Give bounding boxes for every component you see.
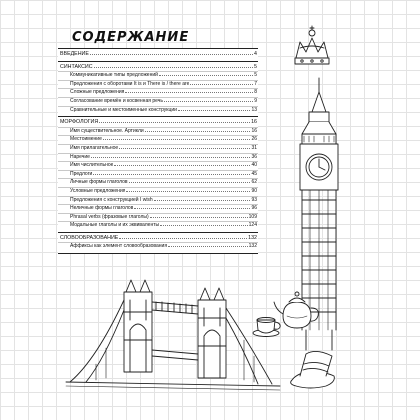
crown-icon [295,26,329,64]
teacup-icon [253,318,280,337]
toc-page-number: 26 [251,136,257,143]
toc-entry-label: Имя числительное [70,162,114,169]
toc-entry-label: Наречие [70,153,90,160]
toc-page-number: 9 [254,97,257,104]
toc-entry-label: МОРФОЛОГИЯ [60,119,99,126]
toc-page-number: 40 [251,162,257,169]
toc-page-number: 16 [251,119,257,126]
toc-entry-label: Предложения с конструкцией I wish [70,196,153,203]
toc-entry-label: Предлоги [70,170,93,177]
toc-entry-label: СЛОВООБРАЗОВАНИЕ [60,234,119,241]
top-hat-icon [291,351,335,388]
toc-entry-label: Личные формы глаголов [70,179,128,186]
toc-page-number: 31 [251,144,257,151]
toc-entry-label: Имя прилагательное [70,144,119,151]
toc-entry-label: Местоимение [70,136,102,143]
toc-page-number: 132 [248,243,257,250]
toc-entry-label: СИНТАКСИС [60,63,93,70]
toc-entry-label: Неличные формы глаголов [70,205,134,212]
toc-entry-label: Условные предложения [70,187,126,194]
toc-page-number: 132 [248,234,257,241]
toc-entry-label: Сложные предложения [70,89,125,96]
toc-entry-label: Phrasal verbs (фразовые глаголы) [70,213,149,220]
toc-page-number: 109 [248,213,257,220]
toc-page-number: 5 [254,63,257,70]
toc-entry-label: Аффиксы как элемент словообразования [70,243,168,250]
toc-entry-label: Сравнительные и местоименные конструкции [70,106,177,113]
toc-page-number: 5 [254,72,257,79]
toc-page-number: 45 [251,170,257,177]
toc-page-number: 8 [254,89,257,96]
toc-page-number: 13 [251,106,257,113]
toc-page-number: 36 [251,153,257,160]
toc-page-number: 62 [251,179,257,186]
toc-page-number: 96 [251,205,257,212]
page-title: СОДЕРЖАНИЕ [72,30,190,45]
toc-page-number: 124 [248,222,257,229]
toc-page-number: 7 [254,80,257,87]
tower-bridge-icon [66,280,280,390]
toc-entry-label: Согласование времён и косвенная речь [70,97,163,104]
toc-entry-label: Имя существительное. Артикли [70,127,144,134]
toc-page-number: 90 [251,187,257,194]
toc-entry-label: ВВЕДЕНИЕ [60,51,89,57]
toc-entry-label: Коммуникативные типы предложений [70,72,158,79]
toc-page-number: 16 [251,127,257,134]
toc-entry-label: Модальные глаголы и их эквиваленты [70,222,160,229]
toc-entry-label: Предложения с оборотами It is и There is / there are [70,80,190,87]
toc-page-number: 93 [251,196,257,203]
toc-page-number: 4 [254,51,257,57]
teapot-icon [274,292,318,328]
